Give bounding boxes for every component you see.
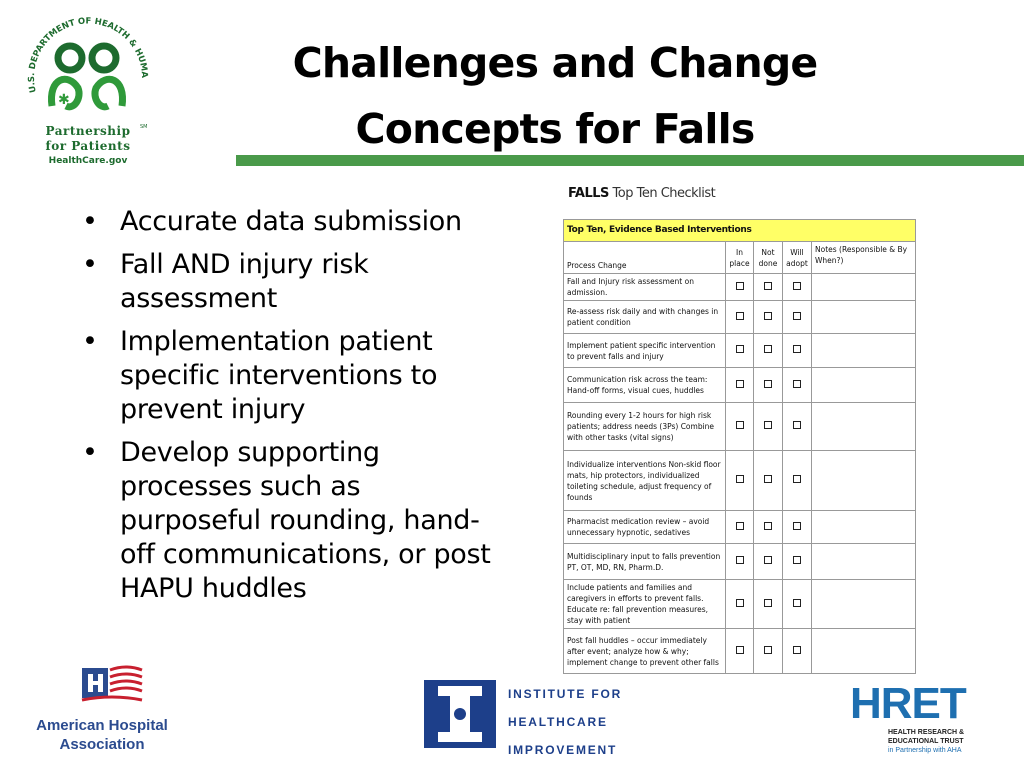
table-row xyxy=(564,368,916,403)
checkbox-in-place[interactable] xyxy=(736,345,744,353)
checklist-title-rest: Top Ten Checklist xyxy=(608,186,716,201)
checkbox-in-place[interactable] xyxy=(736,282,744,290)
row-notes[interactable] xyxy=(812,544,916,580)
row-process: Include patients and families and caregivers in efforts to prevent falls. Educate re: fall prevention measures, stay with patient xyxy=(564,580,726,629)
checkbox-not-done[interactable] xyxy=(764,475,772,483)
hhs-arc-text: U.S. DEPARTMENT OF HEALTH & HUMA xyxy=(26,16,150,94)
checkbox-not-done[interactable] xyxy=(764,646,772,654)
row-process: Communication risk across the team: Hand-off forms, visual cues, huddles xyxy=(564,368,726,403)
checklist-title xyxy=(568,186,715,201)
row-notes[interactable] xyxy=(812,580,916,629)
checkbox-in-place[interactable] xyxy=(736,421,744,429)
aha-logo xyxy=(22,664,182,756)
checkbox-not-done[interactable] xyxy=(764,522,772,530)
checkbox-will-adopt[interactable] xyxy=(793,345,801,353)
row-process: Rounding every 1-2 hours for high risk patients; address needs (3Ps) Combine with other tasks (vital signs) xyxy=(564,403,726,451)
bullet-item: • Develop supporting processes such as purposeful rounding, hand-off communications, or post HAPU huddles xyxy=(80,436,500,606)
ihi-line2: HEALTHCARE xyxy=(508,715,608,729)
bullet-item: • Implementation patient specific interventions to prevent injury xyxy=(80,325,500,427)
row-process: Individualize interventions Non-skid floor mats, hip protectors, individualized toileting schedule, adjust frequency of founds xyxy=(564,451,726,511)
checkbox-not-done[interactable] xyxy=(764,345,772,353)
row-process: Pharmacist medication review – avoid unnecessary hypnotic, sedatives xyxy=(564,511,726,544)
table-row xyxy=(564,511,916,544)
bullet-item: • Fall AND injury risk assessment xyxy=(80,248,500,316)
aha-name-line1: American Hospital xyxy=(36,717,168,734)
row-process: Fall and Injury risk assessment on admission. xyxy=(564,274,726,301)
slide-title xyxy=(240,30,870,162)
row-notes[interactable] xyxy=(812,274,916,301)
row-process: Post fall huddles – occur immediately after event; analyze how & why; implement change to prevent other falls xyxy=(564,629,726,674)
checkbox-not-done[interactable] xyxy=(764,556,772,564)
table-row xyxy=(564,274,916,301)
row-notes[interactable] xyxy=(812,368,916,403)
row-process: Re-assess risk daily and with changes in patient condition xyxy=(564,301,726,334)
checkbox-will-adopt[interactable] xyxy=(793,556,801,564)
checkbox-not-done[interactable] xyxy=(764,380,772,388)
checkbox-will-adopt[interactable] xyxy=(793,421,801,429)
hret-logo xyxy=(850,679,1000,762)
ihi-mark-icon xyxy=(424,680,496,748)
falls-checklist-table xyxy=(563,219,916,674)
checkbox-in-place[interactable] xyxy=(736,556,744,564)
row-process: Implement patient specific intervention to prevent falls and injury xyxy=(564,334,726,368)
checkbox-in-place[interactable] xyxy=(736,475,744,483)
hhs-line-for-patients: for Patients xyxy=(45,139,131,153)
checkbox-will-adopt[interactable] xyxy=(793,282,801,290)
checkbox-will-adopt[interactable] xyxy=(793,646,801,654)
row-notes[interactable] xyxy=(812,334,916,368)
row-notes[interactable] xyxy=(812,403,916,451)
bullet-list xyxy=(80,205,500,615)
hhs-partnership-for-patients-logo xyxy=(22,6,154,168)
hret-line2: EDUCATIONAL TRUST xyxy=(888,738,964,745)
checkbox-not-done[interactable] xyxy=(764,312,772,320)
ihi-line1: INSTITUTE FOR xyxy=(508,687,623,701)
hhs-line-partnership: Partnership xyxy=(45,124,131,138)
checkbox-in-place[interactable] xyxy=(736,599,744,607)
hret-line3: in Partnership with AHA xyxy=(888,747,962,754)
slide-title-line2: Concepts for Falls xyxy=(355,105,755,153)
row-notes[interactable] xyxy=(812,301,916,334)
table-row xyxy=(564,301,916,334)
checkbox-not-done[interactable] xyxy=(764,599,772,607)
hhs-sm-mark: SM xyxy=(140,124,148,130)
checkbox-will-adopt[interactable] xyxy=(793,522,801,530)
checklist-section-header: Top Ten, Evidence Based Interventions xyxy=(564,220,916,242)
row-process: Multidisciplinary input to falls prevention PT, OT, MD, RN, Pharm.D. xyxy=(564,544,726,580)
hret-line1: HEALTH RESEARCH & xyxy=(888,729,965,736)
aha-flag-icon xyxy=(22,664,182,716)
checkbox-will-adopt[interactable] xyxy=(793,312,801,320)
col-header-process: Process Change xyxy=(564,242,726,274)
checkbox-will-adopt[interactable] xyxy=(793,475,801,483)
checkbox-in-place[interactable] xyxy=(736,380,744,388)
table-row xyxy=(564,403,916,451)
row-notes[interactable] xyxy=(812,451,916,511)
bullet-item: • Accurate data submission xyxy=(80,205,500,239)
hhs-seal-icon xyxy=(22,6,154,124)
ihi-line3: IMPROVEMENT xyxy=(508,743,618,757)
hhs-line-healthcare-gov: HealthCare.gov xyxy=(48,156,128,166)
aha-name-line2: Association xyxy=(59,736,145,753)
table-row xyxy=(564,451,916,511)
ihi-logo xyxy=(424,680,634,757)
title-divider xyxy=(236,155,1024,166)
checkbox-not-done[interactable] xyxy=(764,421,772,429)
row-notes[interactable] xyxy=(812,629,916,674)
table-row xyxy=(564,629,916,674)
checkbox-in-place[interactable] xyxy=(736,646,744,654)
svg-text:U.S. DEPARTMENT OF HEALTH & HU xyxy=(22,6,149,94)
checkbox-will-adopt[interactable] xyxy=(793,599,801,607)
table-row xyxy=(564,580,916,629)
checkbox-will-adopt[interactable] xyxy=(793,380,801,388)
checkbox-in-place[interactable] xyxy=(736,522,744,530)
table-row xyxy=(564,334,916,368)
slide-title-line1: Challenges and Change xyxy=(292,39,818,87)
hret-mark: HRET xyxy=(850,679,966,728)
checkbox-in-place[interactable] xyxy=(736,312,744,320)
row-notes[interactable] xyxy=(812,511,916,544)
table-row xyxy=(564,544,916,580)
svg-text:✱: ✱ xyxy=(58,92,70,108)
col-header-in-place: In place xyxy=(726,242,754,274)
col-header-notes: Notes (Responsible & By When?) xyxy=(812,242,916,274)
checklist-title-bold: FALLS xyxy=(568,186,609,201)
col-header-will-adopt: Will adopt xyxy=(783,242,812,274)
checkbox-not-done[interactable] xyxy=(764,282,772,290)
col-header-not-done: Not done xyxy=(754,242,783,274)
